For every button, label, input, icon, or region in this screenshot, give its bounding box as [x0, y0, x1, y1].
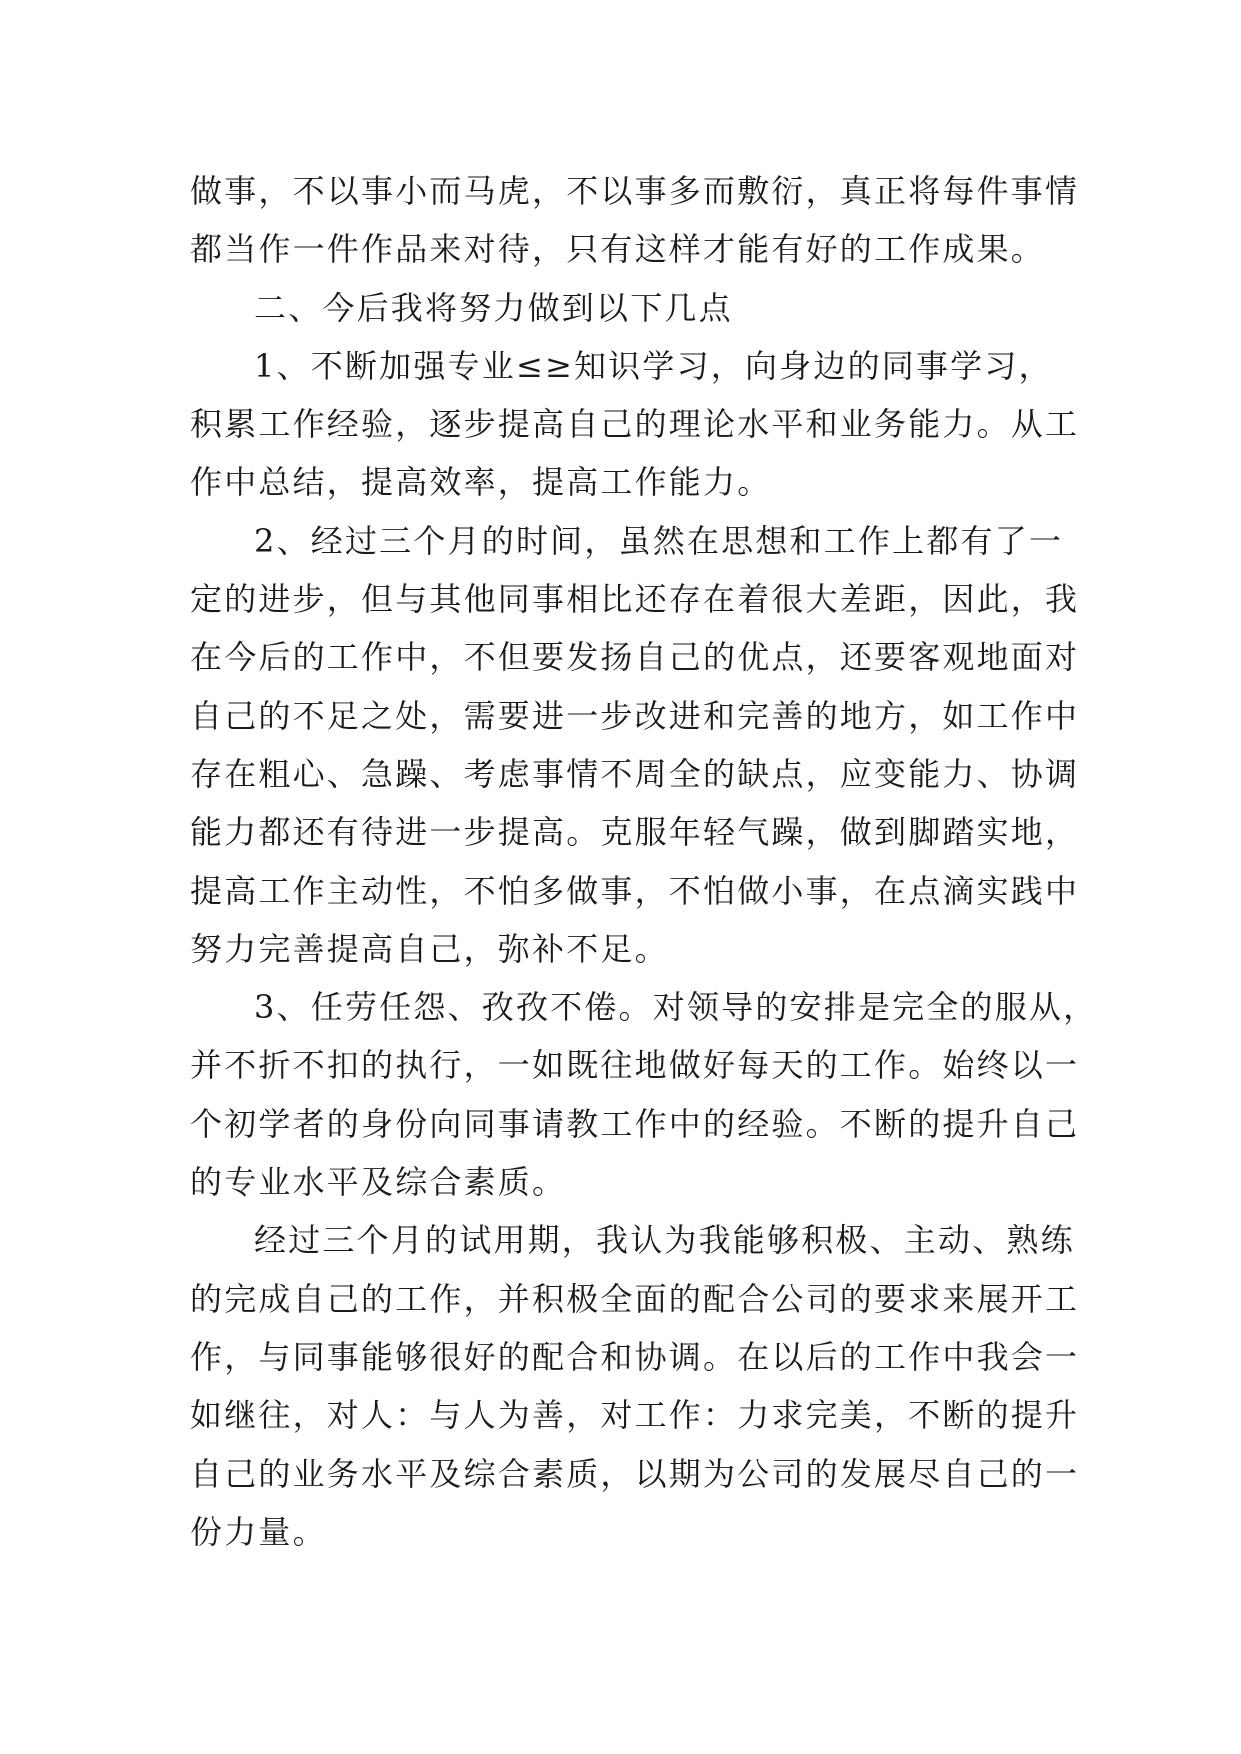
section-heading: 二、今后我将努力做到以下几点 [254, 288, 733, 327]
document-body [190, 162, 1098, 1561]
text-line: 3、任劳任怨、孜孜不倦。对领导的安排是完全的服从， [254, 988, 1098, 1027]
text-line: 如继往，对人：与人为善，对工作：力求完美，不断的提升 [190, 1396, 1080, 1435]
text-line: 定的进步，但与其他同事相比还存在着很大差距，因此，我 [190, 580, 1080, 619]
text-line: 自己的不足之处，需要进一步改进和完善的地方，如工作中 [190, 696, 1080, 735]
text-line: 都当作一件作品来对待，只有这样才能有好的工作成果。 [190, 230, 1046, 269]
text-line: 2、经过三个月的时间，虽然在思想和工作上都有了一 [254, 521, 1064, 560]
text-line: 存在粗心、急躁、考虑事情不周全的缺点，应变能力、协调 [190, 754, 1080, 793]
text-line: 努力完善提高自己，弥补不足。 [190, 929, 669, 968]
text-line: 的完成自己的工作，并积极全面的配合公司的要求来展开工 [190, 1279, 1080, 1318]
text-line: 提高工作主动性，不怕多做事，不怕做小事，在点滴实践中 [190, 871, 1080, 910]
text-line: 的专业水平及综合素质。 [190, 1163, 567, 1202]
text-line: 作中总结，提高效率，提高工作能力。 [190, 463, 772, 502]
text-line: 个初学者的身份向同事请教工作中的经验。不断的提升自己 [190, 1104, 1080, 1143]
text-line: 并不折不扣的执行，一如既往地做好每天的工作。始终以一 [190, 1046, 1080, 1085]
text-line: 1、不断加强专业≤≥知识学习，向身边的同事学习， [254, 346, 1053, 385]
text-line: 积累工作经验，逐步提高自己的理论水平和业务能力。从工 [190, 405, 1080, 444]
text-line: 作，与同事能够很好的配合和协调。在以后的工作中我会一 [190, 1337, 1080, 1376]
text-line: 做事，不以事小而马虎，不以事多而敷衍，真正将每件事情 [190, 172, 1080, 210]
text-line: 经过三个月的试用期，我认为我能够积极、主动、熟练 [254, 1221, 1075, 1260]
text-line: 份力量。 [190, 1512, 327, 1551]
text-line: 在今后的工作中，不但要发扬自己的优点，还要客观地面对 [190, 638, 1080, 677]
text-line: 能力都还有待进一步提高。克服年轻气躁，做到脚踏实地， [190, 813, 1080, 852]
text-line: 自己的业务水平及综合素质，以期为公司的发展尽自己的一 [190, 1454, 1080, 1493]
